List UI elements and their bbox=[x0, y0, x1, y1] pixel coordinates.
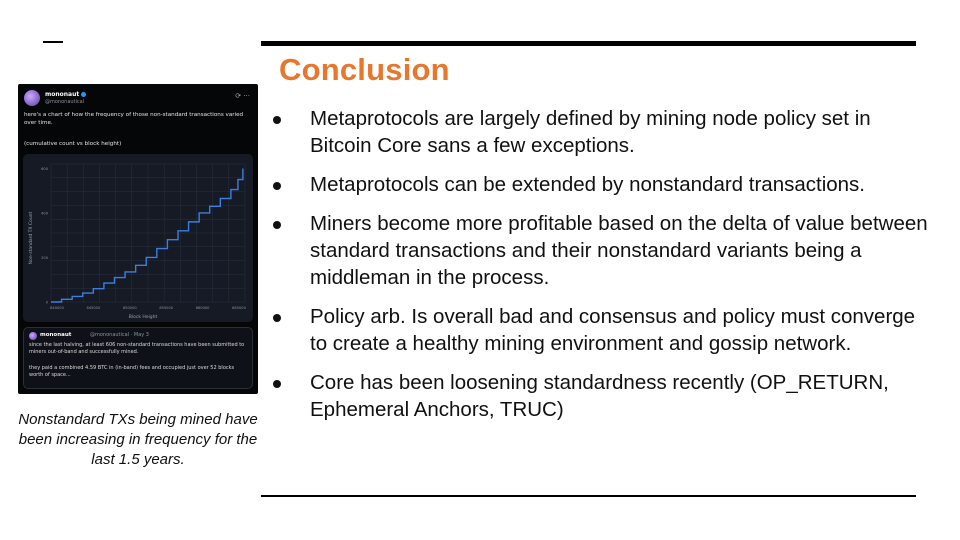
bullet-item bbox=[268, 369, 928, 423]
bullet-dot bbox=[273, 182, 281, 190]
bullet-dot bbox=[273, 314, 281, 322]
corner-dash bbox=[43, 41, 63, 43]
bullet-list bbox=[268, 105, 928, 435]
more-icon: ⟳ ··· bbox=[235, 92, 250, 100]
bullet-text: Metaprotocols can be extended by nonstandard transactions. bbox=[310, 173, 865, 196]
bullet-item bbox=[268, 171, 928, 198]
x-tick-label: 855000 bbox=[159, 306, 174, 310]
y-tick-label: 0 bbox=[45, 300, 48, 305]
quote-handle: @mononautical · May 3 bbox=[90, 332, 149, 338]
tweet-text-secondary: (cumulative count vs block height) bbox=[24, 141, 122, 147]
y-tick-label: 400 bbox=[41, 211, 48, 216]
x-tick-label: 850000 bbox=[122, 306, 137, 310]
line-chart bbox=[23, 154, 253, 322]
x-tick-label: 860000 bbox=[195, 306, 210, 310]
bullet-dot bbox=[273, 221, 281, 229]
bullet-text: Miners become more profitable based on the delta of value between standard transactions and their nonstandard variants being a middleman in the process. bbox=[310, 212, 928, 289]
bullet-text: Core has been loosening standardness recently (OP_RETURN, Ephemeral Anchors, TRUC) bbox=[310, 371, 889, 421]
avatar bbox=[24, 90, 40, 106]
x-tick-label: 845000 bbox=[86, 306, 101, 310]
tweet-author-name-text: mononaut bbox=[45, 91, 80, 98]
bullet-dot bbox=[273, 380, 281, 388]
verified-badge-icon bbox=[81, 92, 86, 97]
tweet-chart bbox=[23, 154, 253, 322]
x-tick-label: 840000 bbox=[50, 306, 64, 310]
x-tick-label: 865000 bbox=[232, 306, 246, 310]
quote-text-secondary: they paid a combined 4.59 BTC in (in-band) fees and occupied just over 52 blocks worth of space... bbox=[29, 365, 235, 378]
quote-text: since the last halving, at least 606 non-standard transactions have been submitted to miners out-of-band and successfully mined. bbox=[29, 342, 245, 355]
avatar bbox=[29, 332, 37, 340]
bullet-text: Policy arb. Is overall bad and consensus and policy must converge to create a healthy mining environment and gossip network. bbox=[310, 305, 916, 355]
tweet-author-name bbox=[45, 91, 86, 98]
bullet-item bbox=[268, 105, 928, 159]
image-caption: Nonstandard TXs being mined have been increasing in frequency for the last 1.5 years. bbox=[18, 411, 258, 468]
tweet-header bbox=[24, 90, 252, 108]
quote-author-name: mononaut bbox=[40, 332, 72, 338]
bullet-text: Metaprotocols are largely defined by mining node policy set in Bitcoin Core sans a few exceptions. bbox=[310, 107, 871, 157]
y-tick-label: 200 bbox=[41, 255, 48, 260]
y-tick-label: 600 bbox=[41, 166, 48, 171]
quoted-tweet bbox=[23, 327, 253, 389]
bullet-item bbox=[268, 210, 928, 291]
bottom-rule bbox=[261, 495, 916, 497]
series-line bbox=[51, 168, 243, 302]
x-axis-label: Block Height bbox=[128, 315, 158, 320]
top-rule bbox=[261, 41, 916, 46]
tweet-handle: @mononautical bbox=[45, 99, 85, 105]
y-axis-label: Non-standard TX Count bbox=[29, 211, 34, 265]
tweet-text: here's a chart of how the frequency of those non-standard transactions varied over time. bbox=[24, 112, 244, 126]
slide-title: Conclusion bbox=[279, 52, 450, 87]
bullet-item bbox=[268, 303, 928, 357]
tweet-screenshot bbox=[18, 84, 258, 394]
bullet-dot bbox=[273, 116, 281, 124]
